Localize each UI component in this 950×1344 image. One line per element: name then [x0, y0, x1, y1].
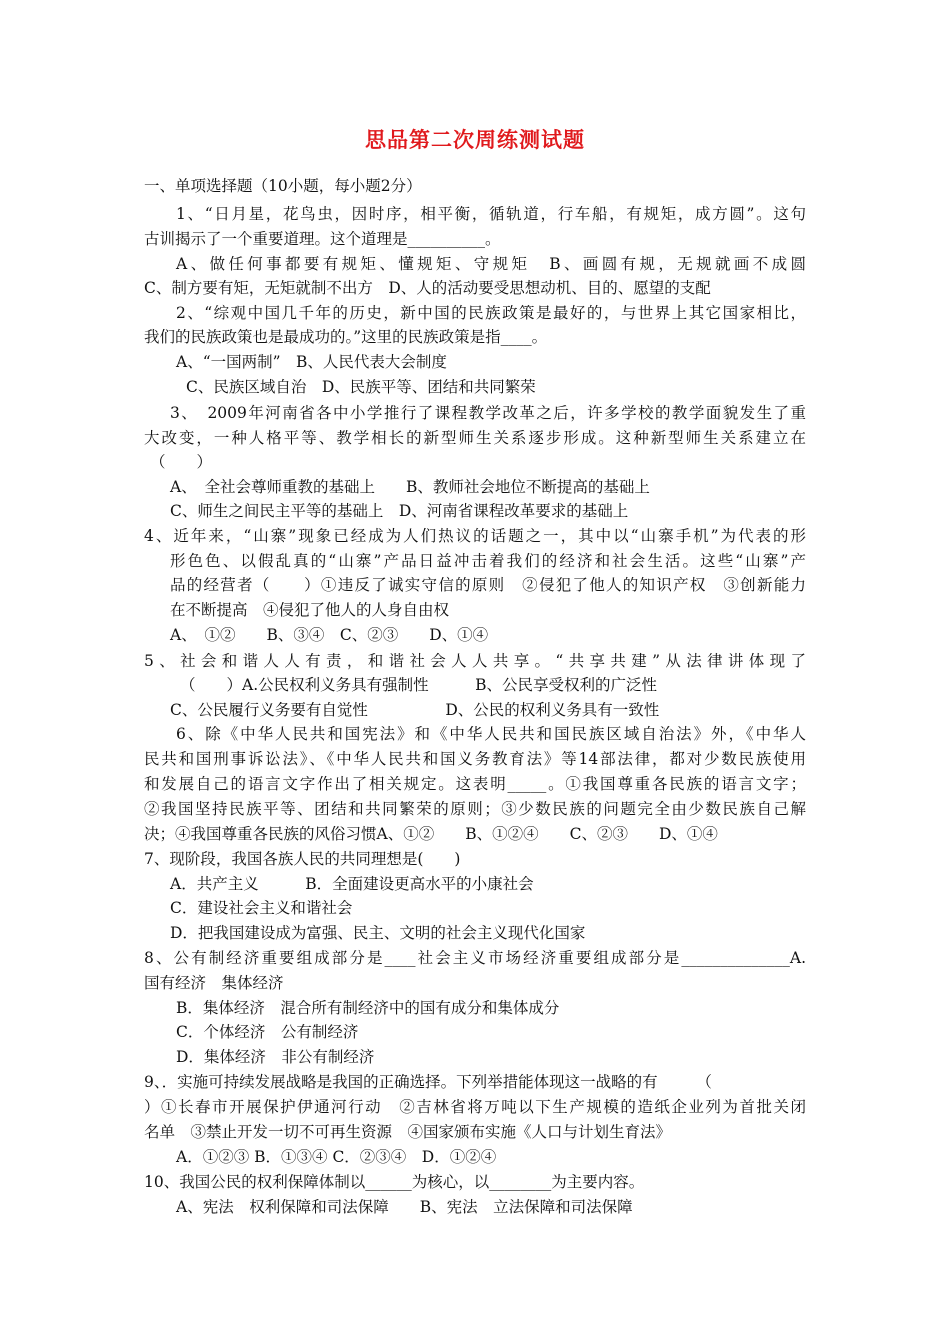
q8-line-1: 8、公有制经济重要组成部分是____社会主义市场经济重要组成部分是______________A. — [144, 949, 806, 967]
q2-option-cd: C、民族区域自治 D、民族平等、团结和共同繁荣 — [186, 378, 536, 396]
q2-line-2: 我们的民族政策也是最成功的。”这里的民族政策是指____。 — [144, 328, 548, 346]
q3-line-1: 3、 2009年河南省各中小学推行了课程教学改革之后，许多学校的教学面貌发生了重 — [170, 404, 806, 422]
q3-line-3: （ ） — [150, 453, 213, 471]
q7-stem: 7、现阶段，我国各族人民的共同理想是( ) — [144, 850, 461, 868]
q6-line-3: 和发展自己的语言文字作出了相关规定。这表明_____。①我国尊重各民族的语言文字； — [144, 775, 806, 793]
q9-line-1: 9、．实施可持续发展战略是我国的正确选择。下列举措能体现这一战略的有 （ — [144, 1073, 712, 1091]
page-title: 思品第二次周练测试题 — [365, 128, 585, 152]
q7-option-ab: A．共产主义 B．全面建设更高水平的小康社会 — [170, 875, 534, 893]
q8-line-2: 国有经济 集体经济 — [144, 974, 284, 992]
q2-option-ab: A、“一国两制” B、人民代表大会制度 — [176, 353, 447, 371]
q1-option-cd: C、制方要有矩，无矩就制不出方 D、人的活动要受思想动机、目的、愿望的支配 — [144, 279, 711, 297]
q3-option-ab: A、 全社会尊师重教的基础上 B、教师社会地位不断提高的基础上 — [170, 478, 650, 496]
q4-line-3: 品的经营者（ ）①违反了诚实守信的原则 ②侵犯了他人的知识产权 ③创新能力 — [170, 576, 806, 594]
q9-line-3: 名单 ③禁止开发一切不可再生资源 ④国家颁布实施《人口与计划生育法》 — [144, 1123, 672, 1141]
section-heading: 一、单项选择题（10小题，每小题2分） — [144, 177, 422, 195]
q6-line-5: 决；④我国尊重各民族的风俗习惯A、①② B、①②④ C、②③ D、①④ — [144, 825, 718, 843]
q1-option-ab: A、做任何事都要有规矩、懂规矩、守规矩 B、画圆有规，无规就画不成圆 — [176, 255, 806, 273]
q9-options: A．①②③ B．①③④ C．②③④ D．①②④ — [176, 1148, 497, 1166]
q4-line-2: 形色色、以假乱真的“山寨”产品日益冲击着我们的经济和社会生活。这些“山寨”产 — [170, 552, 806, 570]
q8-option-b: B．集体经济 混合所有制经济中的国有成分和集体成分 — [176, 999, 560, 1017]
q10-option-ab: A、宪法 权利保障和司法保障 B、宪法 立法保障和司法保障 — [176, 1198, 633, 1216]
q5-line-2: （ ）A.公民权利义务具有强制性 B、公民享受权利的广泛性 — [180, 676, 658, 694]
q10-stem: 10、我国公民的权利保障体制以______为核心，以________为主要内容。 — [144, 1173, 645, 1191]
q4-line-4: 在不断提高 ④侵犯了他人的人身自由权 — [170, 601, 450, 619]
q5-option-cd: C、公民履行义务要有自觉性 D、公民的权利义务具有一致性 — [170, 701, 660, 719]
q6-line-4: ②我国坚持民族平等、团结和共同繁荣的原则；③少数民族的问题完全由少数民族自己解 — [144, 800, 806, 818]
q7-option-c: C．建设社会主义和谐社会 — [170, 899, 353, 917]
q5-line-1: 5、社会和谐人人有责，和谐社会人人共享。“共享共建”从法律讲体现了 — [144, 652, 806, 670]
q8-option-d: D．集体经济 非公有制经济 — [176, 1048, 375, 1066]
q7-option-d: D．把我国建设成为富强、民主、文明的社会主义现代化国家 — [170, 924, 586, 942]
q6-line-1: 6、除《中华人民共和国宪法》和《中华人民共和国民族区域自治法》外，《中华人 — [176, 725, 806, 743]
q4-options: A、 ①② B、③④ C、②③ D、①④ — [170, 626, 489, 644]
q1-line-1: 1、“日月星，花鸟虫，因时序，相平衡，循轨道，行车船，有规矩，成方圆”。这句 — [176, 205, 806, 223]
q3-option-cd: C、师生之间民主平等的基础上 D、河南省课程改革要求的基础上 — [170, 502, 629, 520]
q6-line-2: 民共和国刑事诉讼法》、《中华人民共和国义务教育法》等14部法律，都对少数民族使用 — [144, 750, 806, 768]
q4-line-1: 4、近年来，“山寨”现象已经成为人们热议的话题之一，其中以“山寨手机”为代表的形 — [144, 527, 806, 545]
q8-option-c: C．个体经济 公有制经济 — [176, 1023, 359, 1041]
q9-line-2: ）①长春市开展保护伊通河行动 ②吉林省将万吨以下生产规模的造纸企业列为首批关闭 — [144, 1098, 806, 1116]
q2-line-1: 2、“综观中国几千年的历史，新中国的民族政策是最好的，与世界上其它国家相比， — [176, 304, 806, 322]
q1-line-2: 古训揭示了一个重要道理。这个道理是__________。 — [144, 230, 501, 248]
q3-line-2: 大改变，一种人格平等、教学相长的新型师生关系逐步形成。这种新型师生关系建立在 — [144, 429, 806, 447]
